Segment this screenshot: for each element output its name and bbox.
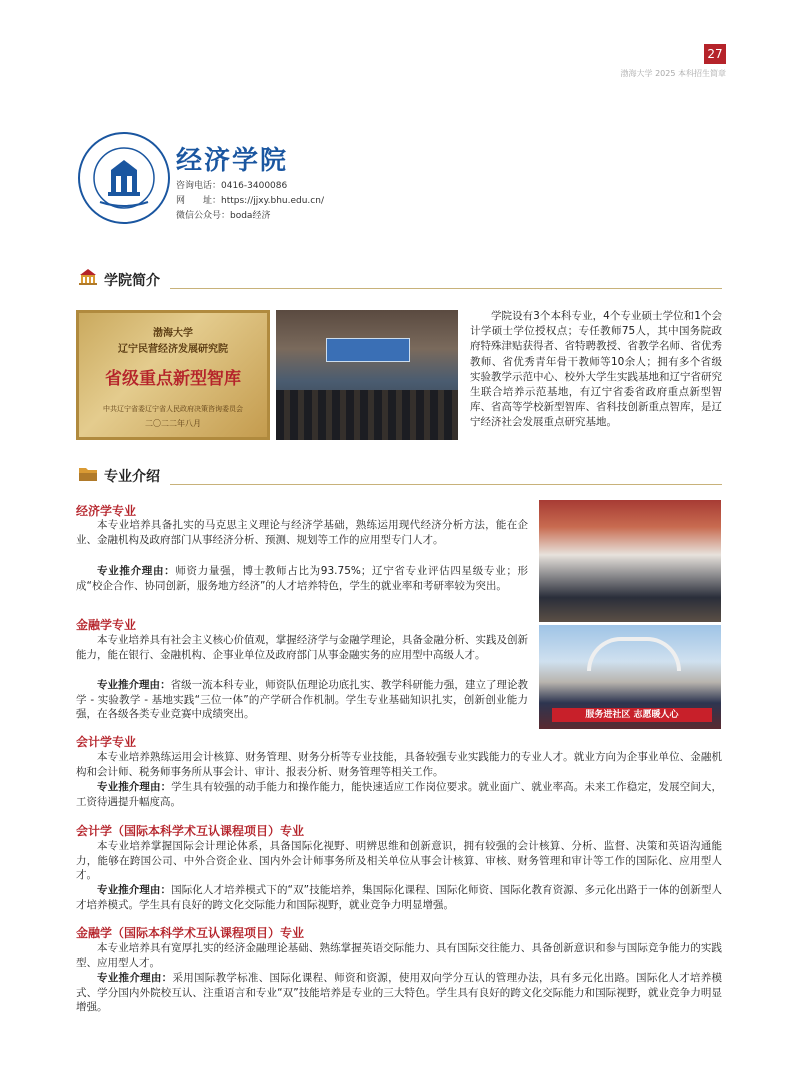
section-title-majors: 专业介绍 [104, 469, 160, 485]
plaque-line5: 二〇二二年八月 [145, 419, 201, 428]
reason-text: 省级一流本科专业，师资队伍理论功底扎实、教学科研能力强，建立了理论教学 - 实验教学 - 基地实践“三位一体”的产学研合作机制。学生专业基础知识扎实，创新创业能力强，在各级各类专业竞赛中成绩突出。 [76, 679, 529, 721]
section-divider [170, 484, 722, 485]
major-title: 金融学专业 [76, 618, 137, 632]
plaque-photo [76, 310, 270, 440]
building-icon [78, 268, 98, 286]
major-title: 会计学（国际本科学术互认课程项目）专业 [76, 824, 305, 838]
plaque-line4: 中共辽宁省委辽宁省人民政府决策咨询委员会 [103, 405, 243, 413]
reason-label: 专业推介理由： [97, 679, 171, 691]
reason-label: 专业推介理由： [97, 781, 172, 793]
major-desc: 本专业培养掌握国际会计理论体系，具备国际化视野、明辨思维和创新意识，拥有较强的会计核算、分析、监督、决策和英语沟通能力，能够在跨国公司、中外合资企业、国内外会计师事务所及相关单位从事会计核算、审核、财务管理和审计等工作的国际化、应用型人才。 [76, 840, 722, 882]
reason-text: 学生具有较强的动手能力和操作能力，能快速适应工作岗位要求。就业面广、就业率高。未来工作稳定，发展空间大，工资待遇提升幅度高。 [76, 781, 723, 808]
header-subtitle: 渤海大学 2025 本科招生简章 [620, 69, 726, 78]
major-reason [76, 780, 722, 809]
intro-text: 学院设有3个本科专业，4个专业硕士学位和1个会计学硕士学位授权点；专任教师75人，其中国务院政府特殊津贴获得者、省特聘教授、省教学名师、省优秀教师、省优秀青年骨干教师等10余人；拥有多个省级实验教学示范中心、校外大学生实践基地和辽宁省研究生联合培养示范基地，有辽宁省委省政府重点新型智库、省高等学校新型智库、省科技创新重点智库，是辽宁经济社会发展重点研究基地。 [470, 310, 722, 429]
photo-banner: 服务进社区 志愿暖人心 [552, 708, 712, 722]
plaque-line3: 省级重点新型智库 [105, 369, 241, 389]
contact-wechat: 微信公众号：boda经济 [176, 211, 271, 221]
major-desc: 本专业培养具有宽厚扎实的经济金融理论基础、熟练掌握英语交际能力、具有国际交往能力、具备创新意识和参与国际竞争能力的实践型、应用型人才。 [76, 942, 722, 969]
reason-label: 专业推介理由： [97, 884, 172, 896]
section-title-intro: 学院简介 [104, 273, 160, 289]
reason-text: 国际化人才培养模式下的“双”技能培养，集国际化课程、国际化师资、国际化教育资源、多元化出路于一体的创新型人才培养模式。学生具有良好的跨文化交际能力和国际视野，就业竞争力明显增强。 [76, 884, 722, 911]
section-divider [170, 288, 722, 289]
page-number: 27 [704, 44, 726, 64]
reason-label: 专业推介理由： [97, 972, 173, 984]
plaque-line2: 辽宁民营经济发展研究院 [118, 344, 228, 355]
audience [276, 390, 458, 440]
reason-label: 专业推介理由： [97, 565, 176, 577]
major-title: 会计学专业 [76, 735, 137, 749]
major-title: 经济学专业 [76, 504, 137, 518]
college-logo [78, 132, 170, 224]
conference-photo [276, 310, 458, 440]
major-desc: 本专业培养熟练运用会计核算、财务管理、财务分析等专业技能，具备较强专业实践能力的专业人才。就业方向为企事业单位、金融机构和会计师、税务师事务所从事会计、审计、报表分析、财务管理等相关工作。 [76, 751, 722, 778]
graduation-photo [539, 500, 721, 622]
college-name: 经济学院 [176, 146, 289, 176]
gate-arch [587, 637, 681, 671]
major-desc: 本专业培养具有社会主义核心价值观，掌握经济学与金融学理论，具备金融分析、实践及创新能力，能在银行、金融机构、企事业单位及政府部门从事金融实务的应用型中高级人才。 [76, 634, 528, 661]
folder-icon [78, 465, 98, 483]
major-reason [76, 564, 528, 593]
plaque-line1: 渤海大学 [153, 328, 193, 339]
major-desc: 本专业培养具备扎实的马克思主义理论与经济学基础，熟练运用现代经济分析方法，能在企业、金融机构及政府部门从事经济分析、预测、规划等工作的应用型专门人才。 [76, 519, 528, 546]
major-reason [76, 678, 528, 722]
reason-text: 师资力量强，博士教师占比为93.75%；辽宁省专业评估四星级专业；形成“校企合作、协同创新，服务地方经济”的人才培养特色，学生的就业率和考研率较为突出。 [76, 565, 529, 592]
contact-phone: 咨询电话：0416-3400086 [176, 181, 288, 191]
stage-screen [326, 338, 410, 362]
reason-text: 采用国际教学标准、国际化课程、师资和资源，使用双向学分互认的管理办法，具有多元化出路。国际化人才培养模式、学分国内外院校互认、注重语言和专业“双”技能培养是专业的三大特色。学生具有良好的跨文化交际能力和国际视野，就业竞争力明显增强。 [76, 972, 723, 1014]
contact-website: 网 址：https://jjxy.bhu.edu.cn/ [176, 196, 324, 206]
major-reason [76, 883, 722, 912]
major-reason [76, 971, 722, 1015]
major-title: 金融学（国际本科学术互认课程项目）专业 [76, 926, 305, 940]
